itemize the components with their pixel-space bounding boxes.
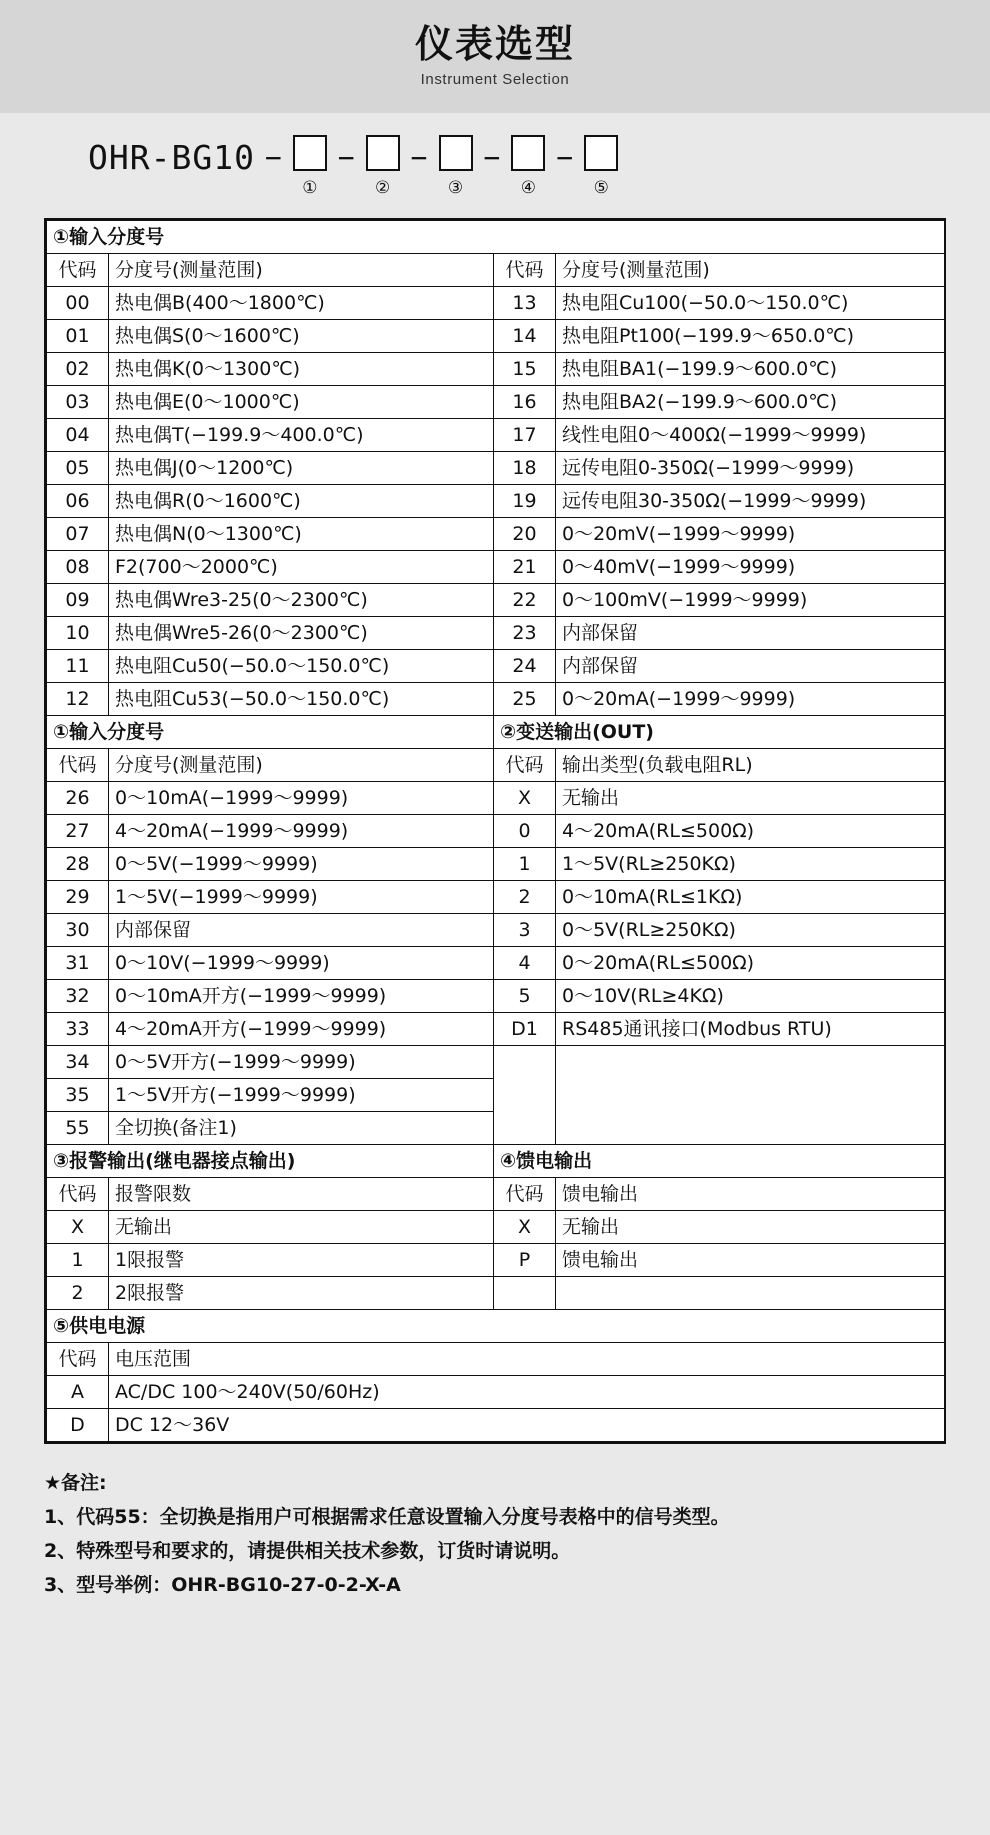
table-row (47, 1343, 945, 1376)
desc-cell: 热电偶B(400〜1800℃) (109, 287, 494, 320)
empty-cell (556, 1112, 945, 1145)
desc-cell: 0〜40mV(−1999〜9999) (556, 551, 945, 584)
section4-code-header: 代码 (494, 1178, 556, 1211)
desc-cell: 1〜5V(RL≥250KΩ) (556, 848, 945, 881)
model-slot-num-5: ⑤ (593, 178, 609, 197)
code-cell: 00 (47, 287, 109, 320)
model-dash-2: − (337, 141, 355, 174)
table-row (47, 1145, 945, 1178)
code-cell: 27 (47, 815, 109, 848)
model-slot-4 (510, 135, 546, 198)
code-cell: 04 (47, 419, 109, 452)
model-code-row (0, 113, 990, 218)
model-slot-box-1 (293, 135, 327, 171)
code-cell: 2 (494, 881, 556, 914)
section2-code-header: 代码 (494, 749, 556, 782)
code-cell: 16 (494, 386, 556, 419)
desc-cell: 内部保留 (109, 914, 494, 947)
section3-title: ③报警输出(继电器接点输出) (47, 1145, 494, 1178)
desc-cell: 热电阻BA2(−199.9〜600.0℃) (556, 386, 945, 419)
section3-code-header: 代码 (47, 1178, 109, 1211)
desc-cell: 0〜5V开方(−1999〜9999) (109, 1046, 494, 1079)
table-row (47, 551, 945, 584)
table-row (47, 452, 945, 485)
desc-cell: 0〜5V(RL≥250KΩ) (556, 914, 945, 947)
desc-cell: 1〜5V开方(−1999〜9999) (109, 1079, 494, 1112)
note-line-1: 1、代码55：全切换是指用户可根据需求任意设置输入分度号表格中的信号类型。 (44, 1506, 730, 1528)
code-cell: 08 (47, 551, 109, 584)
code-cell: 18 (494, 452, 556, 485)
section1-right-code-header: 代码 (494, 254, 556, 287)
code-cell: 24 (494, 650, 556, 683)
table-row (47, 1310, 945, 1343)
code-cell: 32 (47, 980, 109, 1013)
code-cell: 34 (47, 1046, 109, 1079)
desc-cell: RS485通讯接口(Modbus RTU) (556, 1013, 945, 1046)
code-cell: X (47, 1211, 109, 1244)
code-cell: 21 (494, 551, 556, 584)
page-subtitle: Instrument Selection (420, 70, 570, 88)
code-cell: 2 (47, 1277, 109, 1310)
table-row (47, 221, 945, 254)
desc-cell: 0〜100mV(−1999〜9999) (556, 584, 945, 617)
note-line-2: 2、特殊型号和要求的，请提供相关技术参数，订货时请说明。 (44, 1540, 571, 1562)
table-row (47, 881, 945, 914)
model-dash-1: − (264, 141, 282, 174)
table-row (47, 980, 945, 1013)
code-cell: 0 (494, 815, 556, 848)
desc-cell: 热电偶E(0〜1000℃) (109, 386, 494, 419)
table-row (47, 1277, 945, 1310)
model-dash-5: − (556, 141, 574, 174)
code-cell: 01 (47, 320, 109, 353)
desc-cell: 热电偶N(0〜1300℃) (109, 518, 494, 551)
code-cell: 05 (47, 452, 109, 485)
notes-block (44, 1466, 946, 1602)
desc-cell: 热电阻Cu50(−50.0〜150.0℃) (109, 650, 494, 683)
empty-cell (494, 1277, 556, 1310)
model-slot-box-5 (584, 135, 618, 171)
model-slot-box-4 (511, 135, 545, 171)
code-cell: 15 (494, 353, 556, 386)
section5-code-header: 代码 (47, 1343, 109, 1376)
desc-cell: 热电偶R(0〜1600℃) (109, 485, 494, 518)
table-row (47, 914, 945, 947)
table-row (47, 782, 945, 815)
model-slot-num-3: ③ (447, 178, 464, 197)
table-row (47, 650, 945, 683)
desc-cell: 远传电阻30-350Ω(−1999〜9999) (556, 485, 945, 518)
model-slot-num-1: ① (302, 178, 318, 197)
desc-cell: 热电偶Wre5-26(0〜2300℃) (109, 617, 494, 650)
table-row (47, 1409, 945, 1442)
empty-cell (494, 1112, 556, 1145)
table-row (47, 419, 945, 452)
code-cell: 03 (47, 386, 109, 419)
code-cell: 17 (494, 419, 556, 452)
desc-cell: 1限报警 (109, 1244, 494, 1277)
empty-cell (556, 1046, 945, 1079)
table-row (47, 584, 945, 617)
section2-desc-header: 输出类型(负载电阻RL) (556, 749, 945, 782)
desc-cell: 热电阻Pt100(−199.9〜650.0℃) (556, 320, 945, 353)
table-row (47, 617, 945, 650)
section1b-title: ①输入分度号 (47, 716, 494, 749)
section1b-desc-header: 分度号(测量范围) (109, 749, 494, 782)
code-cell: 29 (47, 881, 109, 914)
desc-cell: 0〜10V(RL≥4KΩ) (556, 980, 945, 1013)
table-row (47, 320, 945, 353)
code-cell: 35 (47, 1079, 109, 1112)
desc-cell: 0〜10mA(−1999〜9999) (109, 782, 494, 815)
desc-cell: 无输出 (556, 782, 945, 815)
code-cell: 13 (494, 287, 556, 320)
empty-cell (556, 1079, 945, 1112)
table-row (47, 518, 945, 551)
desc-cell: 0〜20mV(−1999〜9999) (556, 518, 945, 551)
desc-cell: 无输出 (109, 1211, 494, 1244)
table-row (47, 485, 945, 518)
code-cell: 33 (47, 1013, 109, 1046)
desc-cell: 热电偶Wre3-25(0〜2300℃) (109, 584, 494, 617)
desc-cell: 0〜10V(−1999〜9999) (109, 947, 494, 980)
code-cell: 55 (47, 1112, 109, 1145)
section5-title: ⑤供电电源 (47, 1310, 945, 1343)
page-title: 仪表选型 (414, 24, 575, 67)
desc-cell: 2限报警 (109, 1277, 494, 1310)
code-cell: 10 (47, 617, 109, 650)
model-dash-4: − (483, 141, 501, 174)
code-cell: D (47, 1409, 109, 1442)
desc-cell: 内部保留 (556, 650, 945, 683)
selection-table (44, 218, 946, 1444)
code-cell: 26 (47, 782, 109, 815)
desc-cell: 馈电输出 (556, 1244, 945, 1277)
code-cell: 4 (494, 947, 556, 980)
notes-title: ★备注: (44, 1472, 107, 1494)
table-row (47, 353, 945, 386)
model-slot-5 (583, 135, 619, 198)
desc-cell: 0〜5V(−1999〜9999) (109, 848, 494, 881)
desc-cell: 0〜10mA(RL≤1KΩ) (556, 881, 945, 914)
desc-cell: F2(700〜2000℃) (109, 551, 494, 584)
code-cell: 20 (494, 518, 556, 551)
model-slot-box-3 (439, 135, 473, 171)
note-line-3: 3、型号举例：OHR-BG10-27-0-2-X-A (44, 1574, 401, 1596)
desc-cell: 内部保留 (556, 617, 945, 650)
desc-cell: 热电偶S(0〜1600℃) (109, 320, 494, 353)
desc-cell: 热电偶J(0〜1200℃) (109, 452, 494, 485)
desc-cell: 0〜20mA(RL≤500Ω) (556, 947, 945, 980)
code-cell: 22 (494, 584, 556, 617)
table-row (47, 947, 945, 980)
desc-cell: 热电偶K(0〜1300℃) (109, 353, 494, 386)
code-cell: X (494, 782, 556, 815)
table-row (47, 1079, 945, 1112)
code-cell: 14 (494, 320, 556, 353)
desc-cell: 热电阻BA1(−199.9〜600.0℃) (556, 353, 945, 386)
table-row (47, 1046, 945, 1079)
desc-cell: DC 12〜36V (109, 1409, 945, 1442)
model-slot-3 (438, 135, 474, 198)
desc-cell: 0〜20mA(−1999〜9999) (556, 683, 945, 716)
code-cell: 3 (494, 914, 556, 947)
desc-cell: 热电阻Cu100(−50.0〜150.0℃) (556, 287, 945, 320)
page-header (0, 0, 990, 113)
code-cell: D1 (494, 1013, 556, 1046)
code-cell: 19 (494, 485, 556, 518)
model-slot-num-4: ④ (520, 178, 537, 197)
code-cell: 1 (494, 848, 556, 881)
desc-cell: 线性电阻0〜400Ω(−1999〜9999) (556, 419, 945, 452)
table-row (47, 1376, 945, 1409)
model-slot-box-2 (366, 135, 400, 171)
model-slot-1 (292, 135, 328, 198)
table-row (47, 716, 945, 749)
desc-cell: 热电阻Cu53(−50.0〜150.0℃) (109, 683, 494, 716)
section2-title: ②变送输出(OUT) (494, 716, 945, 749)
empty-cell (556, 1277, 945, 1310)
table-row (47, 848, 945, 881)
code-cell: 07 (47, 518, 109, 551)
code-cell: 25 (494, 683, 556, 716)
code-cell: 23 (494, 617, 556, 650)
desc-cell: 远传电阻0-350Ω(−1999〜9999) (556, 452, 945, 485)
section4-desc-header: 馈电输出 (556, 1178, 945, 1211)
desc-cell: 热电偶T(−199.9〜400.0℃) (109, 419, 494, 452)
table-row (47, 254, 945, 287)
desc-cell: 全切换(备注1) (109, 1112, 494, 1145)
table-row (47, 683, 945, 716)
section4-title: ④馈电输出 (494, 1145, 945, 1178)
code-cell: 28 (47, 848, 109, 881)
table-row (47, 1244, 945, 1277)
desc-cell: 无输出 (556, 1211, 945, 1244)
section1-title: ①输入分度号 (47, 221, 945, 254)
desc-cell: 4〜20mA开方(−1999〜9999) (109, 1013, 494, 1046)
code-cell: 5 (494, 980, 556, 1013)
section1b-code-header: 代码 (47, 749, 109, 782)
desc-cell: 4〜20mA(−1999〜9999) (109, 815, 494, 848)
code-cell: P (494, 1244, 556, 1277)
table-row (47, 1112, 945, 1145)
table-row (47, 749, 945, 782)
code-cell: 02 (47, 353, 109, 386)
desc-cell: AC/DC 100〜240V(50/60Hz) (109, 1376, 945, 1409)
code-cell: 11 (47, 650, 109, 683)
model-dash-3: − (410, 141, 428, 174)
code-cell: 31 (47, 947, 109, 980)
table-row (47, 386, 945, 419)
table-row (47, 1211, 945, 1244)
section1-left-code-header: 代码 (47, 254, 109, 287)
section5-desc-header: 电压范围 (109, 1343, 945, 1376)
table-row (47, 287, 945, 320)
code-cell: 1 (47, 1244, 109, 1277)
empty-cell (494, 1046, 556, 1079)
desc-cell: 0〜10mA开方(−1999〜9999) (109, 980, 494, 1013)
code-cell: 06 (47, 485, 109, 518)
table-row (47, 815, 945, 848)
code-cell: 09 (47, 584, 109, 617)
section1-left-desc-header: 分度号(测量范围) (109, 254, 494, 287)
code-cell: X (494, 1211, 556, 1244)
model-name: OHR-BG10 (88, 138, 255, 177)
model-slot-num-2: ② (375, 178, 391, 197)
empty-cell (494, 1079, 556, 1112)
section3-desc-header: 报警限数 (109, 1178, 494, 1211)
code-cell: 12 (47, 683, 109, 716)
section1-right-desc-header: 分度号(测量范围) (556, 254, 945, 287)
table-row (47, 1013, 945, 1046)
desc-cell: 4〜20mA(RL≤500Ω) (556, 815, 945, 848)
table-row (47, 1178, 945, 1211)
code-cell: 30 (47, 914, 109, 947)
code-cell: A (47, 1376, 109, 1409)
desc-cell: 1〜5V(−1999〜9999) (109, 881, 494, 914)
model-slot-2 (365, 135, 401, 198)
